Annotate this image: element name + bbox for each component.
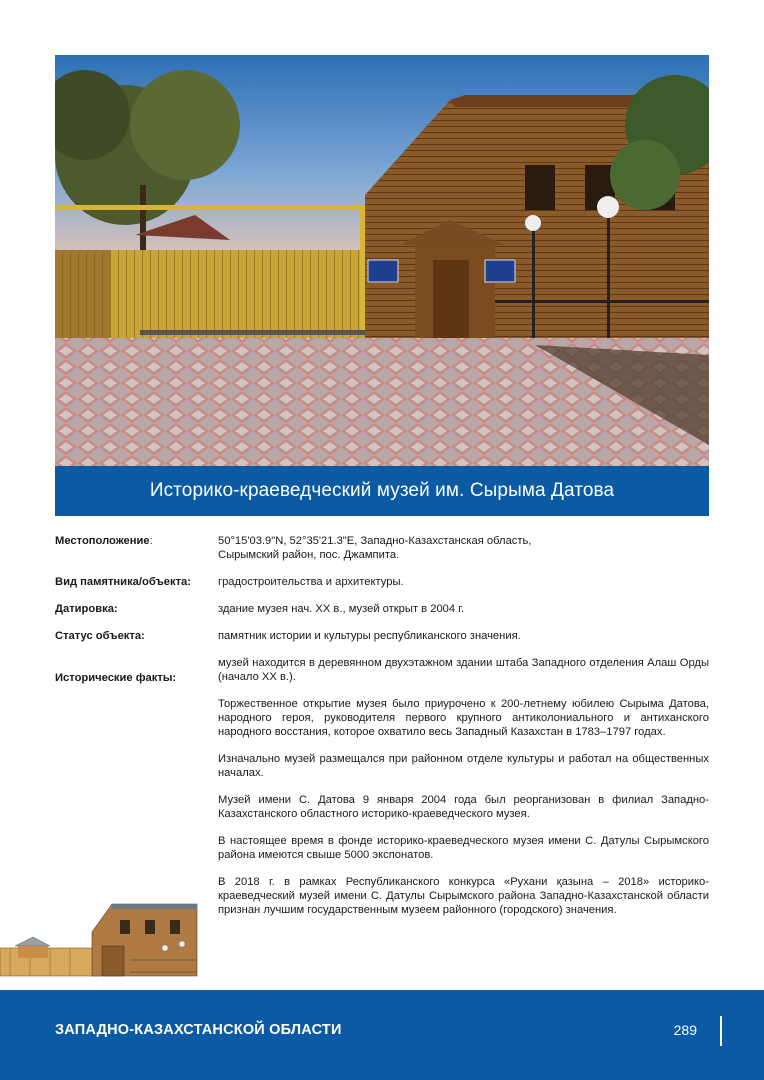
status-value: памятник истории и культуры республиканского значения.	[218, 630, 521, 642]
page-number: 289	[673, 1022, 697, 1038]
footer-region: ЗАПАДНО-КАЗАХСТАНСКОЙ ОБЛАСТИ	[55, 1022, 342, 1038]
footer-divider	[720, 1016, 722, 1046]
history-paragraph: Музей имени С. Датова 9 января 2004 года был реорганизован в филиал Западно-Казахстанского областного историко-краеведческого музея.	[218, 794, 709, 820]
location-value	[218, 534, 709, 562]
type-row	[55, 575, 709, 589]
location-label: Местоположение:	[55, 535, 153, 547]
status-label: Статус объекта:	[55, 630, 145, 642]
history-paragraph: В настоящее время в фонде историко-краеведческого музея имени С. Датулы Сырымского района имеются свыше 5000 экспонатов.	[218, 835, 709, 861]
museum-title: Историко-краеведческий музей им. Сырыма Датова	[149, 480, 615, 501]
date-value: здание музея нач. XX в., музей открыт в 2004 г.	[218, 603, 465, 615]
date-row	[55, 602, 709, 616]
history-row	[55, 656, 709, 917]
building-sketch	[0, 900, 200, 980]
page-footer	[0, 990, 764, 1080]
museum-photo-illustration	[55, 55, 709, 466]
date-label: Датировка:	[55, 603, 118, 615]
museum-photo	[55, 55, 709, 466]
facts-section	[55, 534, 709, 917]
location-line-1: 50°15'03.9"N, 52°35'21.3"E, Западно-Казахстанская область,	[218, 535, 532, 547]
location-line-2: Сырымский район, пос. Джампита.	[218, 549, 400, 561]
type-value: градостроительства и архитектуры.	[218, 576, 404, 588]
history-label: Исторические факты:	[55, 672, 177, 684]
history-paragraph: Изначально музей размещался при районном отделе культуры и работал на общественных началах.	[218, 753, 709, 779]
status-row	[55, 629, 709, 643]
building-sketch-illustration	[0, 900, 200, 980]
history-paragraph: В 2018 г. в рамках Республиканского конкурса «Рухани қазына – 2018» историко-краеведческий музей имени С. Датулы Сырымского района Западно-Казахстанской области признан лучшим государственным музеем районного (городского) значения.	[218, 876, 709, 916]
history-paragraph: музей находится в деревянном двухэтажном здании штаба Западного отделения Алаш Орды (начало XX в.).	[218, 657, 709, 683]
location-row	[55, 534, 709, 562]
type-label: Вид памятника/объекта:	[55, 576, 191, 588]
museum-title-bar	[55, 466, 709, 516]
history-paragraph: Торжественное открытие музея было приурочено к 200-летнему юбилею Сырыма Датова, народного героя, руководителя первого крупного антиколониального и антиханского народного восстания, которое охватило весь Западный Казахстан в 1783–1797 годах.	[218, 698, 709, 738]
